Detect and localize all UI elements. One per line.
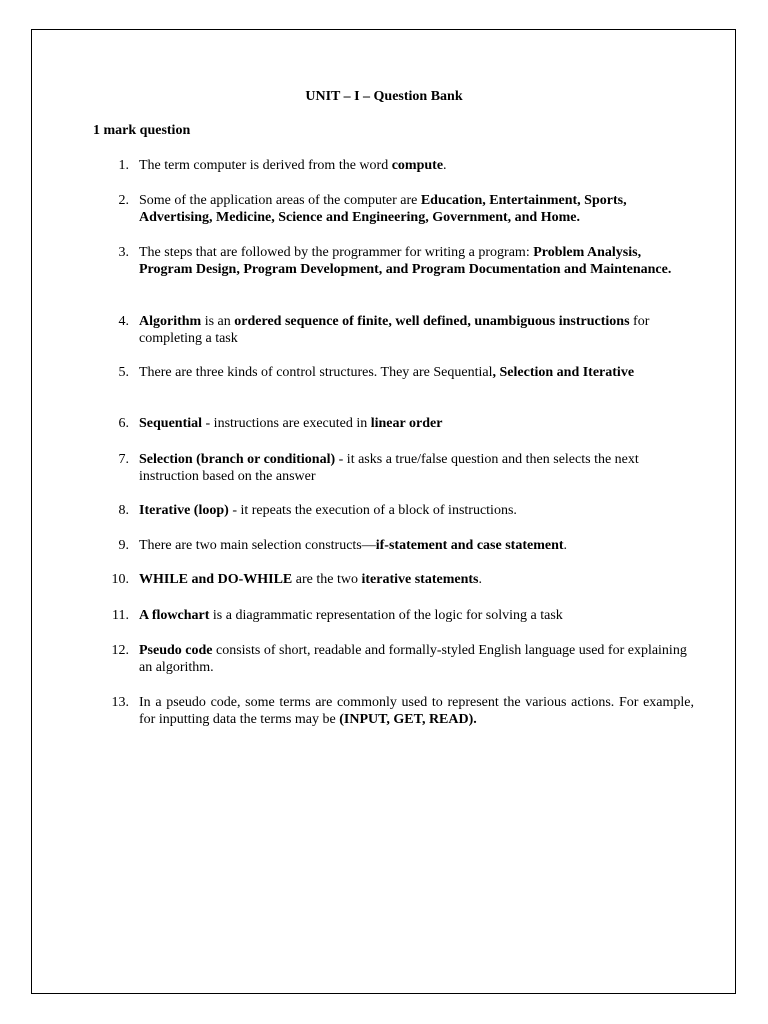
plain-text: for completing a task [139, 314, 650, 346]
question-number: 12. [111, 643, 129, 658]
question-text [139, 608, 694, 625]
bold-text: (INPUT, GET, READ). [339, 711, 477, 727]
plain-text: . [443, 158, 447, 173]
question-text [139, 538, 694, 555]
question-number: 3. [118, 245, 129, 260]
question-text [139, 643, 694, 676]
question-text [139, 365, 694, 382]
question-text [139, 695, 694, 728]
question-text [139, 572, 694, 589]
plain-text: - it asks a true/false question and then selects the next instruction based on the answer [139, 452, 639, 484]
question-text [139, 452, 694, 485]
bold-text: , Selection and Iterative [492, 365, 635, 380]
question-number: 8. [118, 503, 129, 518]
plain-text: is a diagrammatic representation of the logic for solving a task [209, 608, 563, 623]
plain-text: are the two [292, 572, 362, 587]
plain-text: In a pseudo code, some terms are commonly used to represent the various actions. For example, for inputting data the terms may be [139, 695, 694, 727]
plain-text: . [478, 572, 482, 587]
plain-text: The steps that are followed by the programmer for writing a program: [139, 245, 534, 260]
bold-text: if-statement and case statement [375, 538, 564, 553]
plain-text: Some of the application areas of the computer are [139, 193, 421, 208]
bold-text: Problem Analysis, Program Design, Program Development, and Program Documentation and Maintenance. [139, 245, 672, 277]
question-text [139, 158, 694, 175]
question-text [139, 416, 694, 433]
bold-text: linear order [370, 416, 443, 431]
bold-text: Sequential [139, 416, 203, 431]
question-number: 10. [111, 572, 129, 587]
question-number: 1. [118, 158, 129, 173]
bold-text: Algorithm [139, 314, 202, 329]
question-text [139, 245, 694, 278]
question-text [139, 314, 694, 347]
question-number: 7. [118, 452, 129, 467]
plain-text: . [563, 538, 568, 553]
bold-text: Education, Entertainment, Sports, Advertising, Medicine, Science and Engineering, Government, and Home. [139, 193, 627, 225]
bold-text: Pseudo code [139, 643, 213, 658]
plain-text: - it repeats the execution of a block of instructions. [228, 503, 517, 518]
question-text [139, 193, 694, 226]
question-number: 11. [112, 608, 129, 623]
section-heading: 1 mark question [93, 123, 191, 138]
plain-text: is an [201, 314, 235, 329]
question-text [139, 503, 694, 520]
bold-text: ordered sequence of finite, well defined, unambiguous instructions [234, 314, 630, 329]
bold-text: iterative statements [361, 572, 479, 587]
plain-text: There are three kinds of control structures. They are Sequential [139, 365, 493, 380]
bold-text: WHILE and DO-WHILE [139, 572, 293, 587]
question-number: 13. [111, 695, 129, 710]
bold-text: Iterative (loop) [139, 503, 229, 518]
question-number: 4. [118, 314, 129, 329]
question-number: 2. [118, 193, 129, 208]
page-title: UNIT – I – Question Bank [305, 89, 463, 104]
bold-text: Selection (branch or conditional) [139, 452, 336, 467]
plain-text: The term computer is derived from the word [139, 158, 392, 173]
bold-text: compute [391, 158, 444, 173]
question-number: 9. [118, 538, 129, 553]
question-number: 5. [118, 365, 129, 380]
bold-text: A flowchart [139, 608, 210, 623]
question-number: 6. [118, 416, 129, 431]
plain-text: consists of short, readable and formally-styled English language used for explaining an algorithm. [139, 643, 687, 675]
plain-text: - instructions are executed in [202, 416, 371, 431]
plain-text: There are two main selection constructs— [139, 538, 376, 553]
